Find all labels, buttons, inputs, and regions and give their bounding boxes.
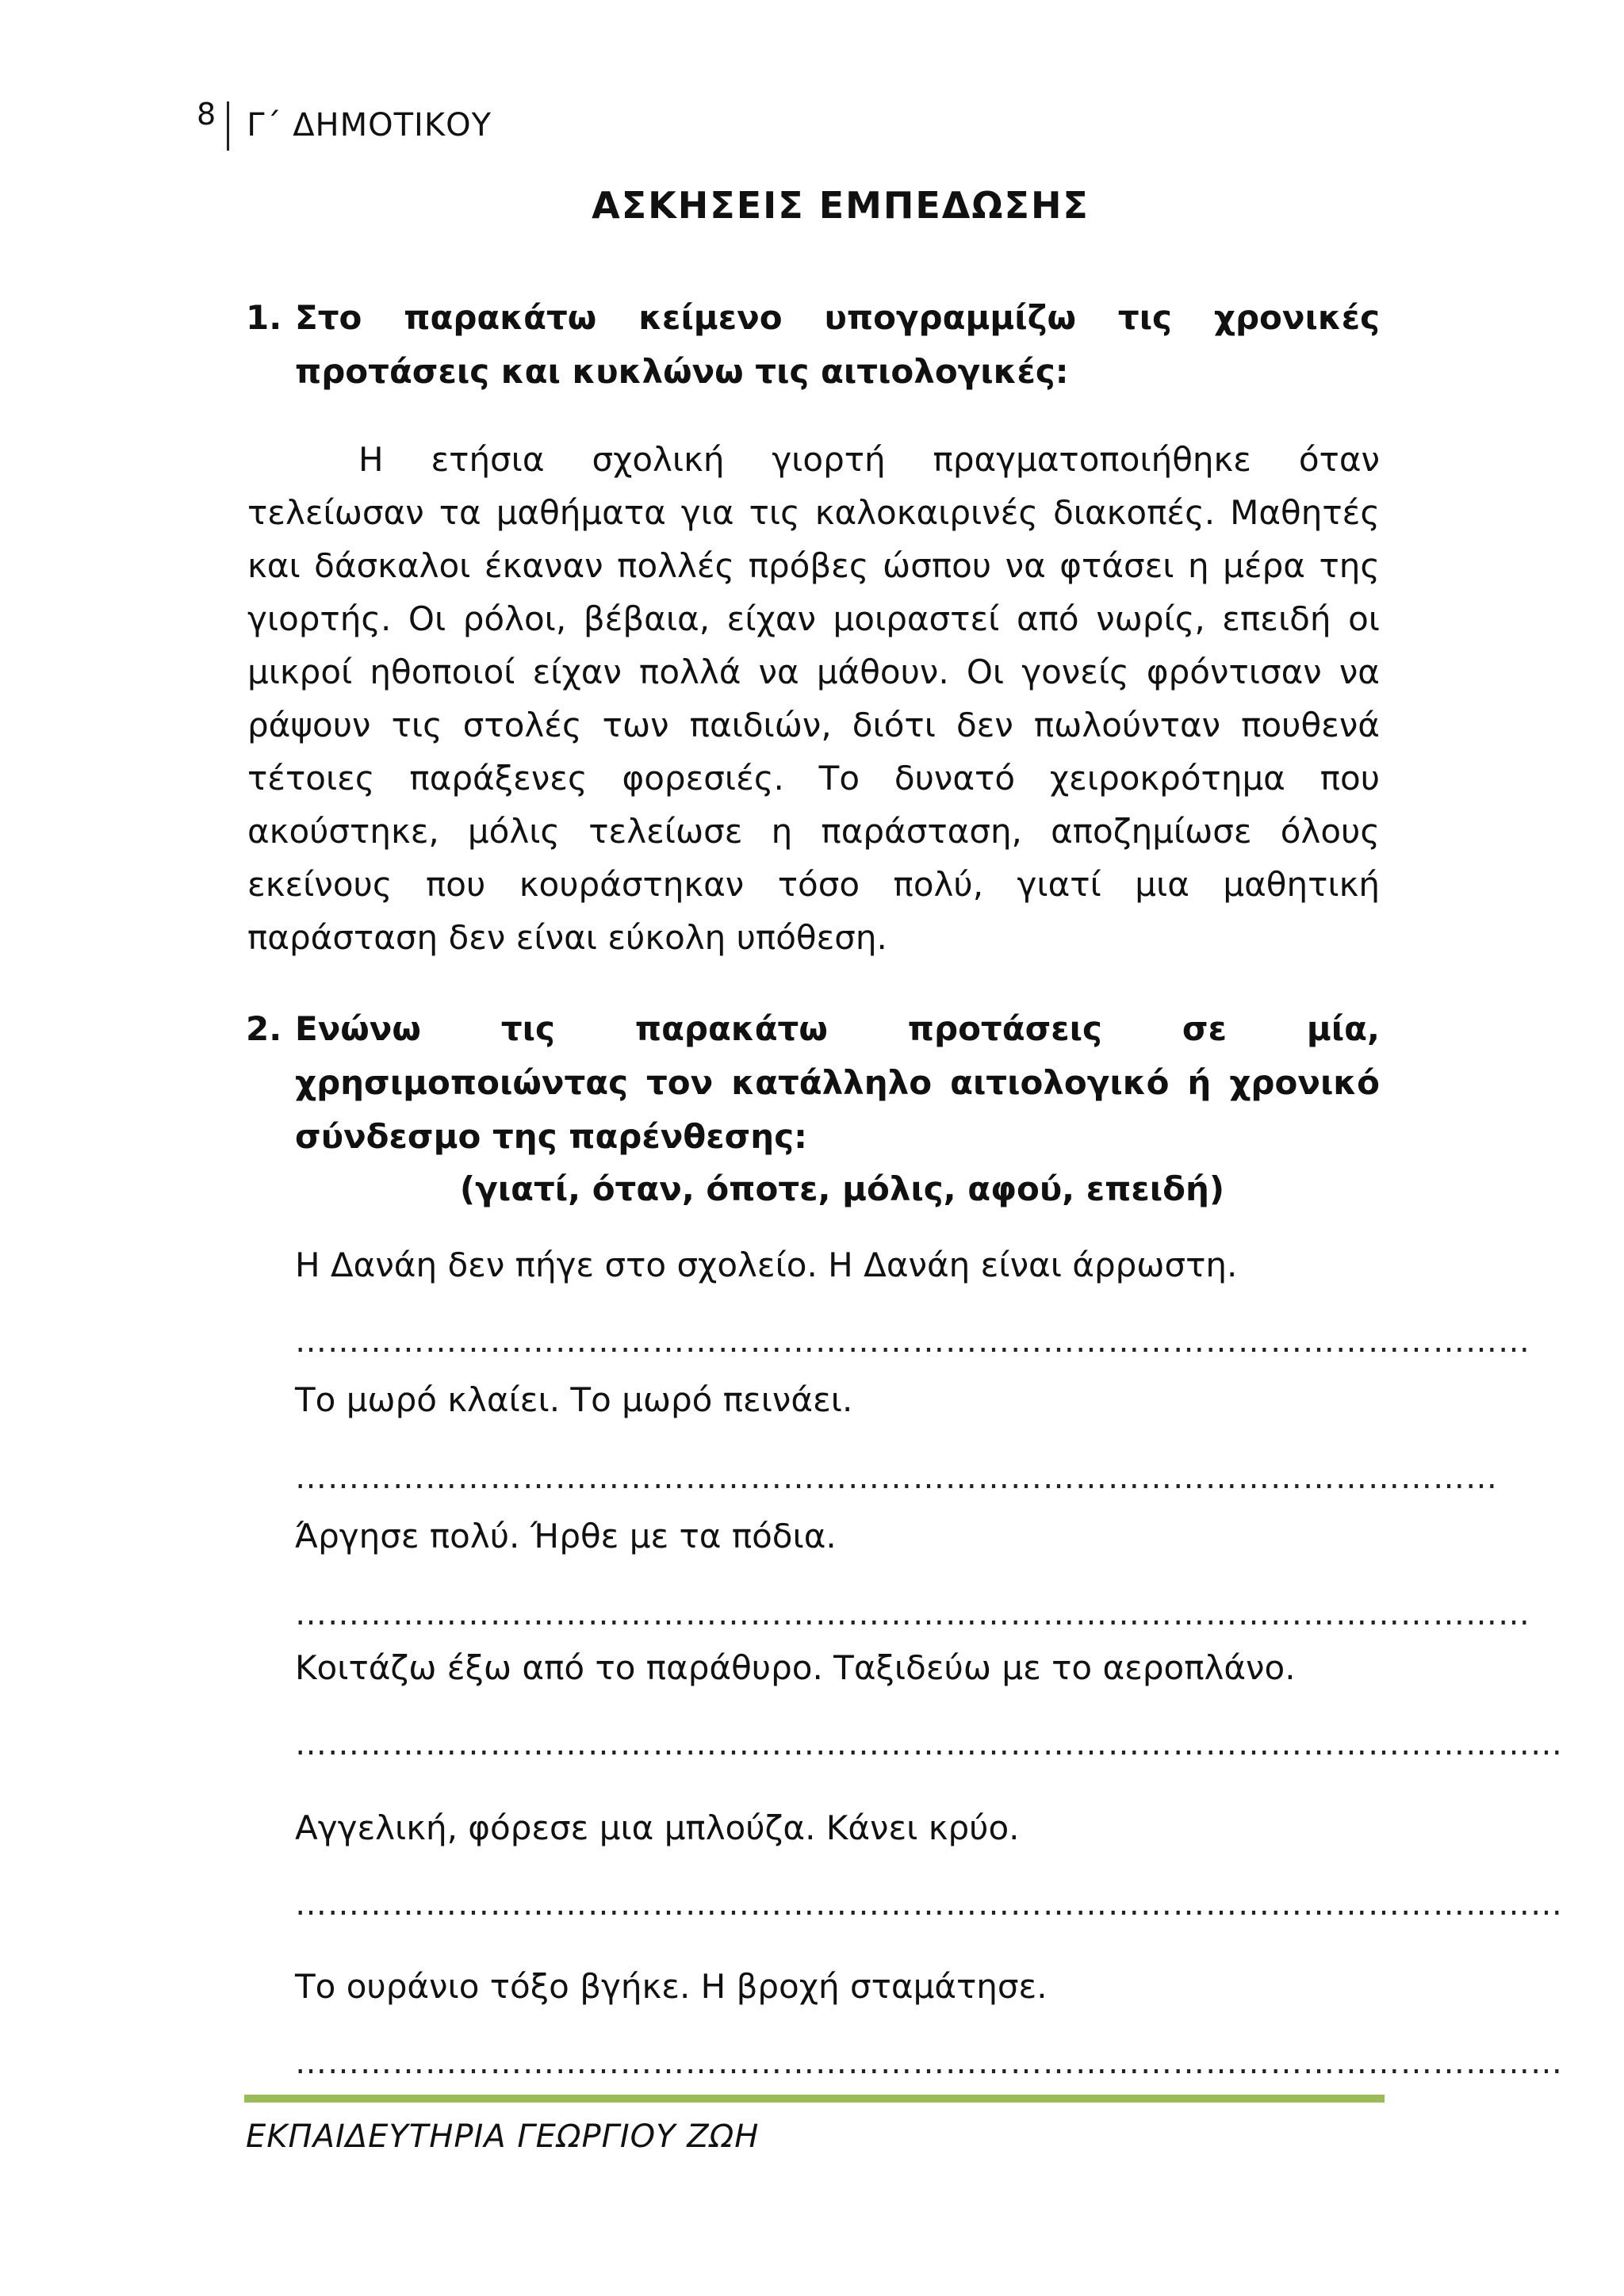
- item-sentence: Το μωρό κλαίει. Το μωρό πεινάει.: [295, 1380, 853, 1419]
- list-item: [295, 1242, 1237, 1289]
- exercise-1-number: 1.: [246, 298, 282, 337]
- exercise-2-instruction: [246, 1002, 1380, 1164]
- answer-blank: [295, 1888, 1563, 1920]
- list-item: [295, 1644, 1296, 1692]
- item-sentence: Άργησε πολύ. Ήρθε με τα πόδια.: [295, 1517, 837, 1556]
- dotted-answer-line: ………………………………………………………………………………………………………: [295, 2047, 1563, 2079]
- dotted-answer-line: ……………………………………………………………………………………………………: [295, 1598, 1530, 1630]
- answer-blank: [295, 1326, 1530, 1357]
- answer-blank: [295, 2047, 1563, 2079]
- item-sentence: Το ουράνιο τόξο βγήκε. Η βροχή σταμάτησε.: [295, 1967, 1048, 2006]
- dotted-answer-line: ………………………………………………………………………………………………………: [295, 1888, 1563, 1920]
- list-item: [295, 1963, 1048, 2011]
- list-item: [295, 1376, 852, 1424]
- item-sentence: Αγγελική, φόρεσε μια μπλούζα. Κάνει κρύο.: [295, 1808, 1020, 1847]
- answer-blank: [295, 1598, 1530, 1630]
- item-sentence: Κοιτάζω έξω από το παράθυρο. Ταξιδεύω με το αεροπλάνο.: [295, 1648, 1296, 1687]
- page-number: 8: [197, 97, 216, 132]
- conjunctions-line: [295, 1162, 1389, 1216]
- answer-blank: [295, 1728, 1563, 1760]
- footer-text: ΕΚΠΑΙΔΕΥΤΗΡΙΑ ΓΕΩΡΓΙΟΥ ΖΩΗ: [246, 2118, 760, 2155]
- exercise-1-instruction-text: Στο παρακάτω κείμενο υπογραμμίζω τις χρονικές προτάσεις και κυκλώνω τις αιτιολογικές:: [295, 298, 1380, 391]
- item-sentence: Η Δανάη δεν πήγε στο σχολείο. Η Δανάη είναι άρρωστη.: [295, 1246, 1238, 1284]
- footer-divider: [244, 2095, 1385, 2103]
- page-title-text: ΑΣΚΗΣΕΙΣ ΕΜΠΕΔΩΣΗΣ: [592, 184, 1090, 227]
- page-header: [197, 97, 492, 144]
- list-item: [295, 1804, 1020, 1852]
- exercise-1-instruction: [246, 291, 1380, 399]
- exercise-2-instruction-text: Ενώνω τις παρακάτω προτάσεις σε μία, χρησιμοποιώντας τον κατάλληλο αιτιολογικό ή χρονικό σύνδεσμο της παρένθεσης:: [295, 1009, 1380, 1156]
- exercise-2-number: 2.: [246, 1009, 282, 1048]
- exercise-1: [246, 291, 1380, 399]
- dotted-answer-line: …………………………………………………………………………………………………: [295, 1462, 1498, 1494]
- exercise-1-passage: [247, 433, 1380, 964]
- list-item: [295, 1513, 837, 1560]
- exercise-2: [246, 1002, 1380, 1164]
- dotted-answer-line: ………………………………………………………………………………………………………: [295, 1728, 1563, 1760]
- conjunctions-list: (γιατί, όταν, όποτε, μόλις, αφού, επειδή): [459, 1169, 1225, 1208]
- passage-text: Η ετήσια σχολική γιορτή πραγματοποιήθηκε όταν τελείωσαν τα μαθήματα για τις καλοκαιρινές διακοπές. Μαθητές και δάσκαλοι έκαναν πολλές πρόβες ώσπου να φτάσει η μέρα της γιορτής. Οι ρόλοι, βέβαια, είχαν μοιραστεί από νωρίς, επειδή οι μικροί ηθοποιοί είχαν πολλά να μάθουν. Οι γονείς φρόντισαν να ράψουν τις στολές των παιδιών, διότι δεν πωλούνταν πουθενά τέτοιες παράξενες φορεσιές. Το δυνατό χειροκρότημα που ακούστηκε, μόλις τελείωσε η παράσταση, αποζημίωσε όλους εκείνους που κουράστηκαν τόσο πολύ, γιατί μια μαθητική παράσταση δεν είναι εύκολη υπόθεση.: [247, 440, 1380, 957]
- dotted-answer-line: ……………………………………………………………………………………………………: [295, 1326, 1530, 1357]
- page-title: [0, 184, 1624, 227]
- header-title: Γ΄ ΔΗΜΟΤΙΚΟΥ: [247, 107, 492, 144]
- header-divider: [227, 101, 229, 151]
- answer-blank: [295, 1462, 1498, 1494]
